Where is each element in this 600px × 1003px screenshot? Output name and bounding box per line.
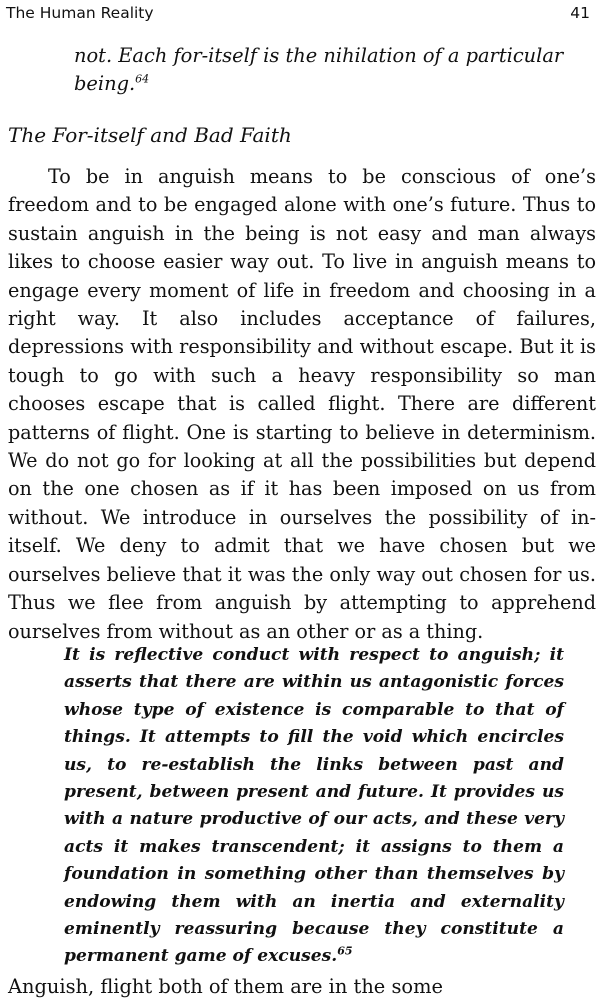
section-heading: The For-itself and Bad Faith <box>8 123 292 147</box>
quotation-text: not. Each for-itself is the nihilation of a particular being. <box>74 44 564 95</box>
footnote-ref-64: 64 <box>135 72 150 86</box>
continuing-paragraph: Anguish, flight both of them are in the some <box>8 975 443 998</box>
page-number: 41 <box>570 4 590 22</box>
quotation-continued <box>74 42 574 98</box>
running-title: The Human Reality <box>6 4 154 22</box>
paragraph-text: To be in anguish means to be conscious of one’s freedom and to be engaged alone with one’s future. Thus to sustain anguish in the being is not easy and man always likes to choose easier way out. To live in anguish means to engage every moment of life in freedom and choosing in a right way. It also includes acceptance of failures, depressions with responsibility and without escape. But it is tough to go with such a heavy responsibility so man chooses escape that is called flight. There are different patterns of flight. One is starting to believe in determinism. We do not go for looking at all the possibilities but depend on the one chosen as if it has been imposed on us from without. We introduce in ourselves the possibility of in-itself. We deny to admit that we have chosen but we ourselves believe that it was the only way out chosen for us. Thus we flee from anguish by attempting to apprehend ourselves from without as an other or as a thing. <box>8 165 596 643</box>
block-quotation-text: It is reflective conduct with respect to anguish; it asserts that there are within us antagonistic forces whose type of existence is comparable to that of things. It attempts to fill the void which encircles us, to re-establish the links between past and present, between present and future. It provides us with a nature productive of our acts, and these very acts it makes transcendent; it assigns to them a foundation in something other than themselves by endowing them with an inertia and externality eminently reassuring because they constitute a permanent game of excuses. <box>64 645 564 967</box>
running-header <box>6 4 590 26</box>
body-paragraph <box>8 163 596 646</box>
footnote-ref-65: 65 <box>337 944 353 958</box>
block-quotation <box>64 642 564 971</box>
